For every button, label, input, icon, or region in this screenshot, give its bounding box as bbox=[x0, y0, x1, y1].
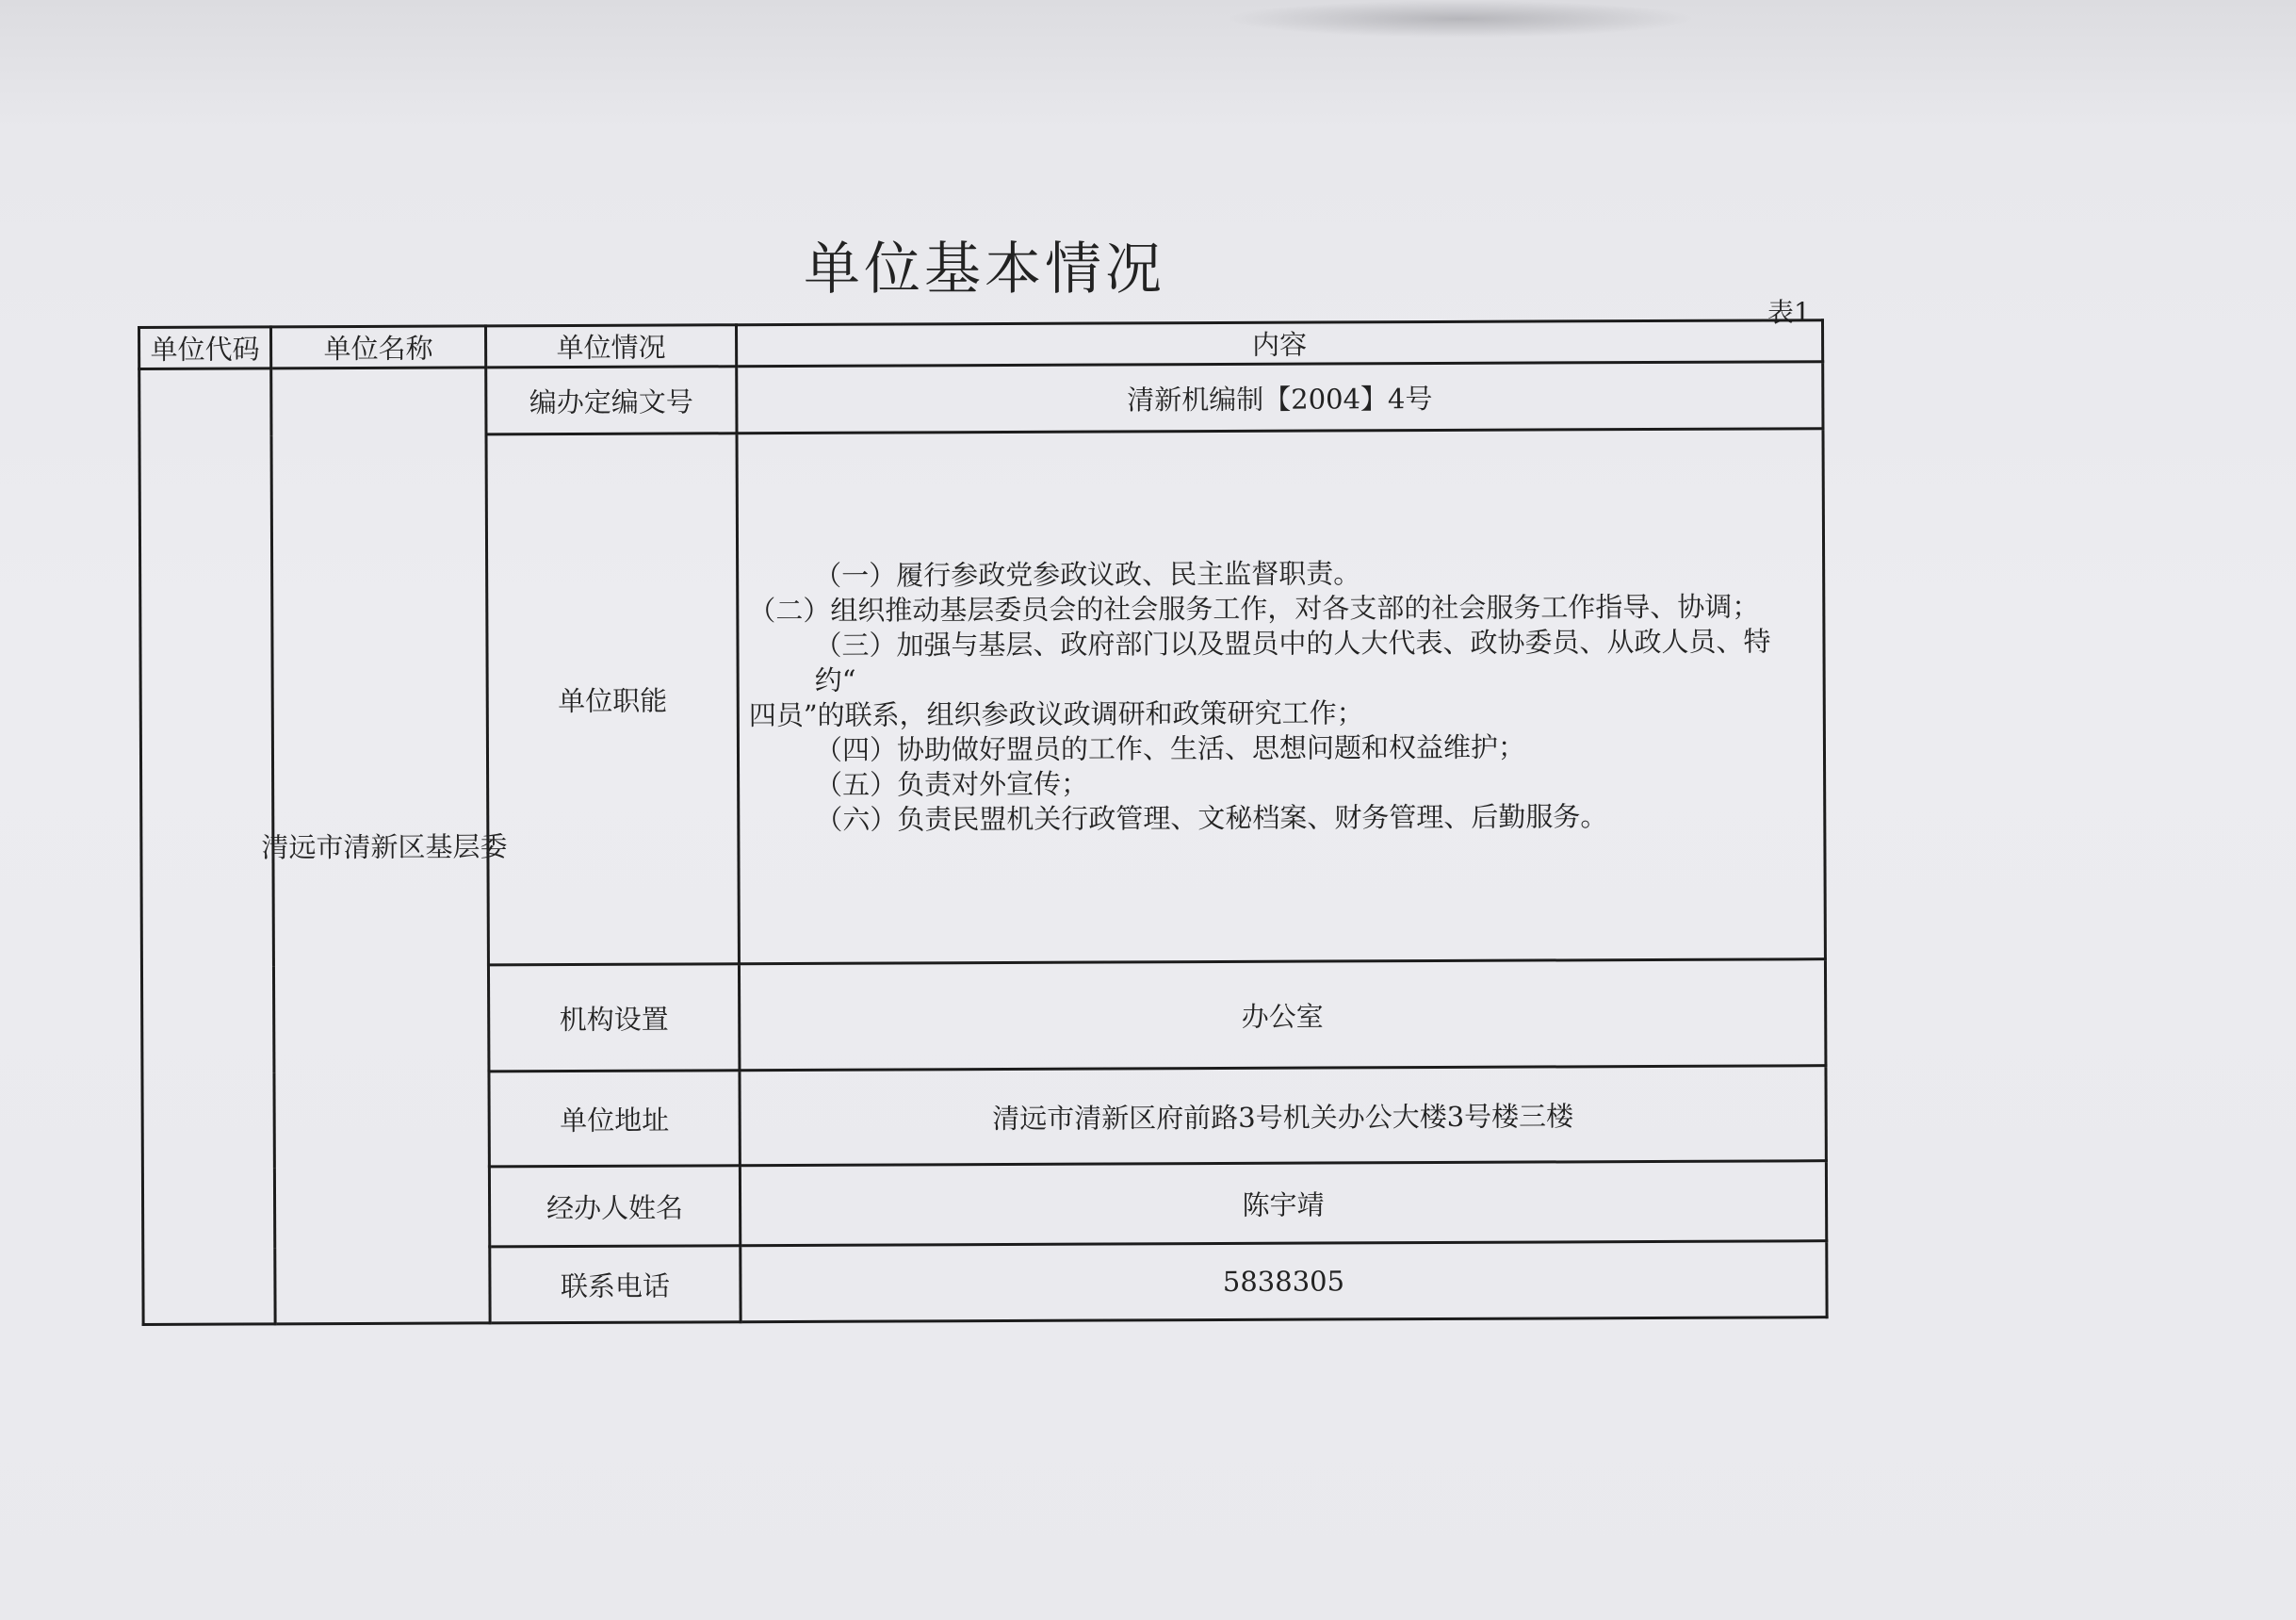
unit-name-cell bbox=[261, 368, 508, 1324]
address-value: 清远市清新区府前路3号机关办公大楼3号楼三楼 bbox=[740, 1066, 1826, 1166]
function-line-4: （四）协助做好盟员的工作、生活、思想问题和权益维护； bbox=[814, 730, 1526, 766]
function-line-3: （三）加强与基层、政府部门以及盟员中的人大代表、政协委员、从政人员、特约“ bbox=[814, 625, 1771, 696]
organization-label: 机构设置 bbox=[488, 964, 739, 1072]
organization-value: 办公室 bbox=[739, 959, 1825, 1071]
header-unit-situation: 单位情况 bbox=[486, 325, 737, 368]
function-line-5: （五）负责对外宣传； bbox=[815, 767, 1089, 801]
functions-content bbox=[737, 429, 1825, 964]
address-label: 单位地址 bbox=[489, 1071, 740, 1167]
table-number-tag: 表1 bbox=[1767, 297, 1811, 328]
functions-label: 单位职能 bbox=[486, 434, 739, 965]
paper-shadow bbox=[1225, 0, 1696, 38]
unit-code-cell bbox=[139, 368, 275, 1325]
establishment-doc-label: 编办定编文号 bbox=[486, 367, 737, 434]
table-header-row bbox=[139, 320, 1823, 369]
establishment-doc-value: 清新机编制【2004】4号 bbox=[737, 362, 1823, 434]
phone-value: 5838305 bbox=[741, 1241, 1827, 1322]
contact-person-value: 陈宇靖 bbox=[740, 1161, 1826, 1246]
header-unit-name: 单位名称 bbox=[271, 326, 486, 368]
table-row-establishment-doc bbox=[139, 362, 1823, 436]
document-title: 单位基本情况 bbox=[804, 237, 1165, 303]
unit-name-text: 清远市清新区基层委 bbox=[261, 830, 508, 864]
contact-person-label: 经办人姓名 bbox=[489, 1166, 740, 1247]
function-line-1: （一）履行参政党参政议政、民主监督职责。 bbox=[814, 557, 1361, 592]
function-line-2: （二）组织推动基层委员会的社会服务工作，对各支部的社会服务工作指导、协调； bbox=[748, 590, 1760, 628]
phone-label: 联系电话 bbox=[490, 1246, 741, 1323]
header-content: 内容 bbox=[737, 320, 1823, 367]
function-line-6: （六）负责民盟机关行政管理、文秘档案、财务管理、后勤服务。 bbox=[815, 800, 1608, 836]
function-line-3-cont: 四员”的联系，组织参政议政调研和政策研究工作； bbox=[748, 696, 1364, 732]
unit-info-table bbox=[138, 319, 1829, 1326]
header-unit-code: 单位代码 bbox=[139, 327, 271, 369]
